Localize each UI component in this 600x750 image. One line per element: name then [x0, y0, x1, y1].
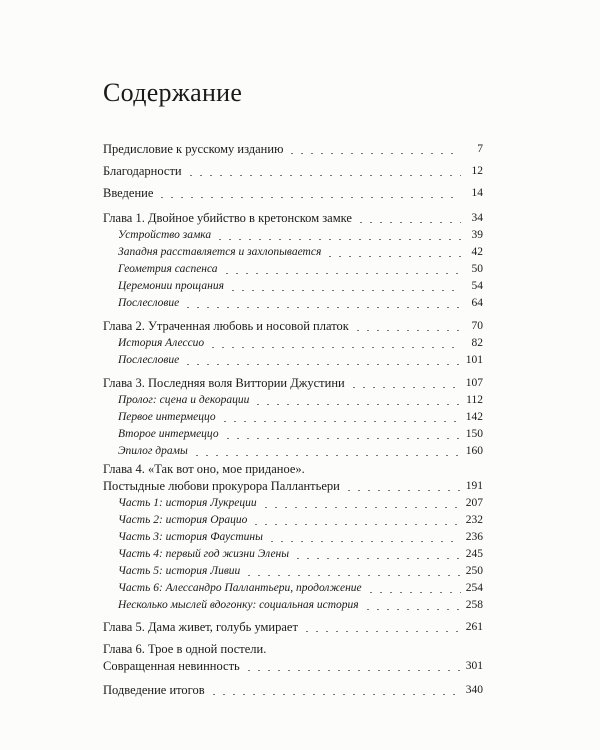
toc-entry-chapter-4[interactable] — [103, 476, 483, 494]
dot-leader — [183, 307, 461, 308]
toc-page-number: 236 — [465, 531, 483, 543]
toc-entry-label: Предисловие к русскому изданию — [103, 142, 284, 156]
page-title: Содержание — [103, 78, 243, 107]
dot-leader — [267, 541, 461, 542]
toc-entry-label: Совращенная невинность — [103, 659, 240, 673]
dot-leader — [366, 592, 461, 593]
toc-subentry[interactable] — [118, 493, 483, 511]
toc-page-number: 160 — [465, 445, 483, 457]
toc-page-number: 54 — [471, 280, 483, 292]
toc-page-number: 7 — [477, 143, 483, 155]
toc-entry-label: Подведение итогов — [103, 683, 205, 697]
toc-subentry[interactable] — [118, 510, 483, 528]
toc-subentry[interactable] — [118, 333, 483, 351]
toc-entry-label: Введение — [103, 186, 154, 200]
toc-subentry[interactable] — [118, 424, 483, 442]
toc-page-number: 301 — [465, 660, 483, 672]
toc-subentry[interactable] — [118, 225, 483, 243]
toc-entry-chapter-1[interactable] — [103, 208, 483, 226]
dot-leader — [183, 364, 461, 365]
toc-entry-label: Постыдные любови прокурора Паллантьери — [103, 479, 340, 493]
toc-entry-label: Геометрия саспенса — [118, 263, 218, 275]
dot-leader — [349, 387, 461, 388]
dot-leader — [222, 273, 461, 274]
dot-leader — [215, 239, 461, 240]
dot-leader — [251, 524, 461, 525]
toc-entry-label: Глава 1. Двойное убийство в кретонском замке — [103, 211, 352, 225]
toc-entry-label: Пролог: сцена и декорации — [118, 394, 250, 406]
toc-subentry[interactable] — [118, 242, 483, 260]
toc-entry-label: Глава 2. Утраченная любовь и носовой платок — [103, 319, 349, 333]
dot-leader — [208, 347, 461, 348]
toc-entry-label: История Алессио — [118, 337, 205, 349]
dot-leader — [157, 197, 461, 198]
dot-leader — [244, 670, 461, 671]
toc-subentry[interactable] — [118, 561, 483, 579]
toc-subentry[interactable] — [118, 578, 483, 596]
dot-leader — [209, 694, 461, 695]
toc-entry-chapter-6[interactable] — [103, 656, 483, 674]
toc-page-number: 250 — [465, 565, 483, 577]
toc-entry-label: Западня расставляется и захлопывается — [118, 246, 322, 258]
dot-leader — [287, 153, 461, 154]
toc-page-number: 340 — [465, 684, 483, 696]
toc-entry-label: Послесловие — [118, 297, 180, 309]
toc-page-number: 39 — [471, 229, 483, 241]
toc-page-number: 261 — [465, 621, 483, 633]
toc-entry-label: Часть 6: Алессандро Паллантьери, продолжение — [118, 582, 362, 594]
dot-leader — [353, 330, 461, 331]
dot-leader — [302, 631, 461, 632]
toc-entry-conclusion[interactable] — [103, 680, 483, 698]
toc-page-number: 142 — [465, 411, 483, 423]
toc-entry-label: Устройство замка — [118, 229, 212, 241]
toc-subentry[interactable] — [118, 544, 483, 562]
toc-subentry[interactable] — [118, 259, 483, 277]
dot-leader — [253, 404, 461, 405]
toc-page-number: 34 — [471, 212, 483, 224]
toc-entry-label: Несколько мыслей вдогонку: социальная история — [118, 599, 359, 611]
toc-page-number: 50 — [471, 263, 483, 275]
toc-page-number: 245 — [465, 548, 483, 560]
dot-leader — [244, 575, 461, 576]
dot-leader — [363, 609, 461, 610]
toc-subentry[interactable] — [118, 595, 483, 613]
dot-leader — [220, 421, 461, 422]
dot-leader — [228, 290, 461, 291]
toc-entry-label: Глава 5. Дама живет, голубь умирает — [103, 620, 298, 634]
toc-entry-introduction[interactable] — [103, 183, 483, 201]
dot-leader — [186, 175, 461, 176]
toc-entry-label: Часть 4: первый год жизни Элены — [118, 548, 290, 560]
toc-subentry[interactable] — [118, 293, 483, 311]
toc-entry-chapter-4-line1: Глава 4. «Так вот оно, мое приданое». — [103, 462, 305, 476]
toc-page-number: 82 — [471, 337, 483, 349]
dot-leader — [223, 438, 461, 439]
toc-page-number: 70 — [471, 320, 483, 332]
toc-page-number: 150 — [465, 428, 483, 440]
dot-leader — [261, 507, 461, 508]
toc-entry-label: Часть 1: история Лукреции — [118, 497, 257, 509]
toc-page-number: 258 — [465, 599, 483, 611]
toc-page-number: 107 — [465, 377, 483, 389]
dot-leader — [325, 256, 461, 257]
dot-leader — [344, 490, 461, 491]
toc-page-number: 232 — [465, 514, 483, 526]
toc-page-number: 42 — [471, 246, 483, 258]
toc-entry-label: Эпилог драмы — [118, 445, 188, 457]
toc-subentry[interactable] — [118, 441, 483, 459]
toc-page-number: 101 — [465, 354, 483, 366]
toc-page-number: 112 — [466, 394, 483, 406]
toc-subentry[interactable] — [118, 276, 483, 294]
toc-entry-chapter-3[interactable] — [103, 373, 483, 391]
toc-subentry[interactable] — [118, 350, 483, 368]
toc-subentry[interactable] — [118, 390, 483, 408]
toc-page-number: 12 — [471, 165, 483, 177]
toc-subentry[interactable] — [118, 527, 483, 545]
toc-page-number: 207 — [465, 497, 483, 509]
toc-entry-label: Второе интермеццо — [118, 428, 219, 440]
toc-page-number: 64 — [471, 297, 483, 309]
toc-entry-chapter-2[interactable] — [103, 316, 483, 334]
dot-leader — [356, 222, 461, 223]
toc-entry-label: Церемонии прощания — [118, 280, 224, 292]
toc-page-number: 14 — [471, 187, 483, 199]
toc-entry-chapter-5[interactable] — [103, 617, 483, 635]
dot-leader — [192, 455, 461, 456]
toc-page-number: 254 — [465, 582, 483, 594]
toc-entry-label: Послесловие — [118, 354, 180, 366]
toc-entry-label: Часть 2: история Орацио — [118, 514, 248, 526]
toc-entry-chapter-6-line1: Глава 6. Трое в одной постели. — [103, 642, 267, 656]
toc-page-number: 191 — [465, 480, 483, 492]
toc-entry-preface[interactable] — [103, 139, 483, 157]
toc-subentry[interactable] — [118, 407, 483, 425]
dot-leader — [293, 558, 461, 559]
toc-entry-label: Благодарности — [103, 164, 182, 178]
toc-entry-label: Глава 3. Последняя воля Виттории Джустини — [103, 376, 345, 390]
toc-entry-label: Часть 5: история Ливии — [118, 565, 241, 577]
toc-entry-label: Часть 3: история Фаустины — [118, 531, 263, 543]
toc-entry-label: Первое интермеццо — [118, 411, 216, 423]
toc-entry-acknowledgements[interactable] — [103, 161, 483, 179]
